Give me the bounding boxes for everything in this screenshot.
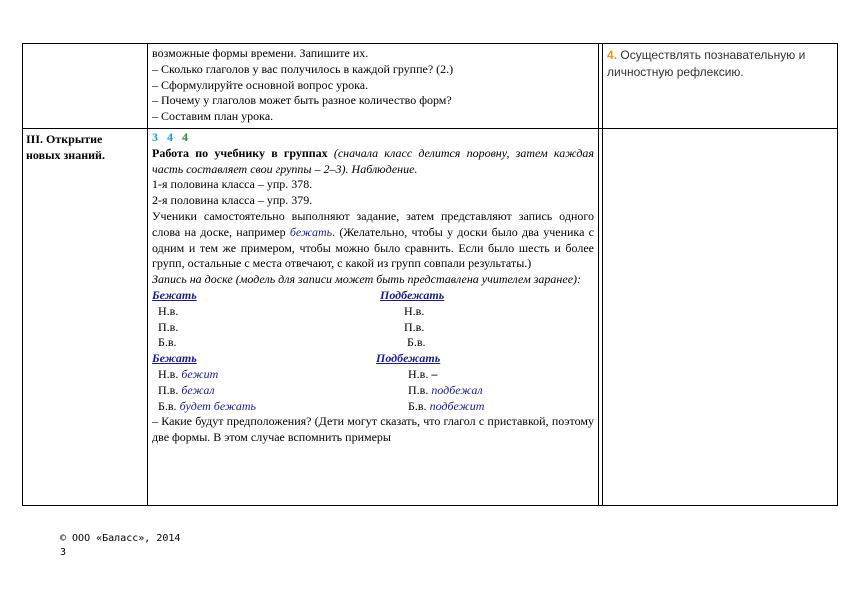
verb-heading: Бежать [152, 287, 197, 302]
tense-label: Б.в. [158, 398, 177, 413]
column-divider-3 [602, 44, 603, 505]
text-line: – Почему у глаголов может быть разное количество форм? [152, 93, 452, 108]
row-divider [22, 128, 838, 129]
stage-title-line: новых знаний. [26, 147, 105, 162]
tense-label: П.в. [404, 319, 425, 334]
board-table-2-row [152, 399, 594, 415]
activity-number: 4 [167, 130, 173, 144]
tense-label: Н.в. [158, 303, 179, 318]
text-line: – Сколько глаголов у вас получилось в каждой группе? (2.) [152, 61, 454, 76]
copyright-notice: © ООО «Баласс», 2014 [60, 533, 181, 544]
objective-text: Осуществлять познавательную и личностную рефлексию. [607, 48, 806, 79]
verb-form: подбежит [429, 398, 485, 413]
tense-label: П.в. [408, 382, 429, 397]
lesson-table [22, 43, 838, 506]
activity-number: 4 [182, 130, 188, 144]
tense-label: Н.в. [404, 303, 425, 318]
tense-label: П.в. [158, 382, 179, 397]
board-table-1-row [152, 320, 594, 336]
board-note: Запись на доске (модель для записи может быть представлена учителем заранее): [152, 272, 582, 287]
tense-label: Б.в. [407, 335, 426, 350]
text-line: 2-я половина класса – упр. 379. [152, 193, 313, 208]
group-work-title: Работа по учебнику в группах [152, 145, 328, 160]
tense-label: П.в. [158, 319, 179, 334]
board-table-2-row [152, 367, 594, 383]
board-table-1-header [152, 288, 594, 304]
example-word: бежать [289, 224, 333, 239]
top-row-objective [607, 47, 832, 81]
page-number: 3 [60, 547, 67, 558]
objective-number: 4. [607, 48, 618, 62]
board-table-2-row [152, 383, 594, 399]
tense-label: Н.в. [158, 366, 179, 381]
discussion-paragraph: – Какие будут предположения? (Дети могут сказать, что глагол с приставкой, поэтому две формы. В этом случае вспомнить примеры [152, 414, 594, 445]
tense-label: Н.в. [408, 366, 429, 381]
column-divider-1 [147, 44, 148, 505]
text-line: – Составим план урока. [152, 109, 274, 124]
main-content [152, 130, 594, 446]
text-line: – Сформулируйте основной вопрос урока. [152, 77, 369, 92]
board-table-1-row [152, 335, 594, 351]
stage-title [26, 132, 144, 164]
instruction-text: Ученики самостоятельно выполняют задание, затем представляют запись одного слова на доске, например [152, 208, 594, 239]
column-divider-2 [598, 44, 599, 505]
group-work-paragraph [152, 146, 594, 178]
text-line: возможные формы времени. Запишите их. [152, 46, 369, 60]
table-border-left [22, 44, 23, 505]
verb-form: бежит [181, 366, 219, 381]
verb-form: подбежал [431, 382, 483, 397]
verb-form: бежал [181, 382, 215, 397]
verb-form: – [431, 366, 438, 381]
text-line: 1-я половина класса – упр. 378. [152, 177, 313, 192]
board-table-1-row [152, 304, 594, 320]
verb-heading: Бежать [152, 351, 197, 366]
instruction-paragraph [152, 209, 594, 272]
group-work-note: (сначала класс делится поровну, затем каждая часть составляет свои группы – 2–3). Наблюдение. [152, 145, 594, 176]
verb-heading: Подбежать [380, 287, 445, 302]
tense-label: Б.в. [408, 398, 427, 413]
board-table-2-header [152, 351, 594, 367]
table-border-right [837, 44, 838, 505]
instruction-text: . (Желательно, чтобы у доски было два ученика с одним и тем же примером, чтобы можно было сравнить. Если было шесть и более групп, остальные с места отвечают, с какой из групп совпали результаты.) [152, 224, 594, 271]
activity-number: 3 [152, 130, 158, 144]
tense-label: Б.в. [158, 335, 177, 350]
activity-numbers [152, 130, 594, 146]
verb-heading: Подбежать [376, 351, 441, 366]
verb-form: будет бежать [179, 398, 256, 413]
top-row-content [152, 46, 594, 125]
stage-title-line: III. Открытие [26, 132, 103, 146]
